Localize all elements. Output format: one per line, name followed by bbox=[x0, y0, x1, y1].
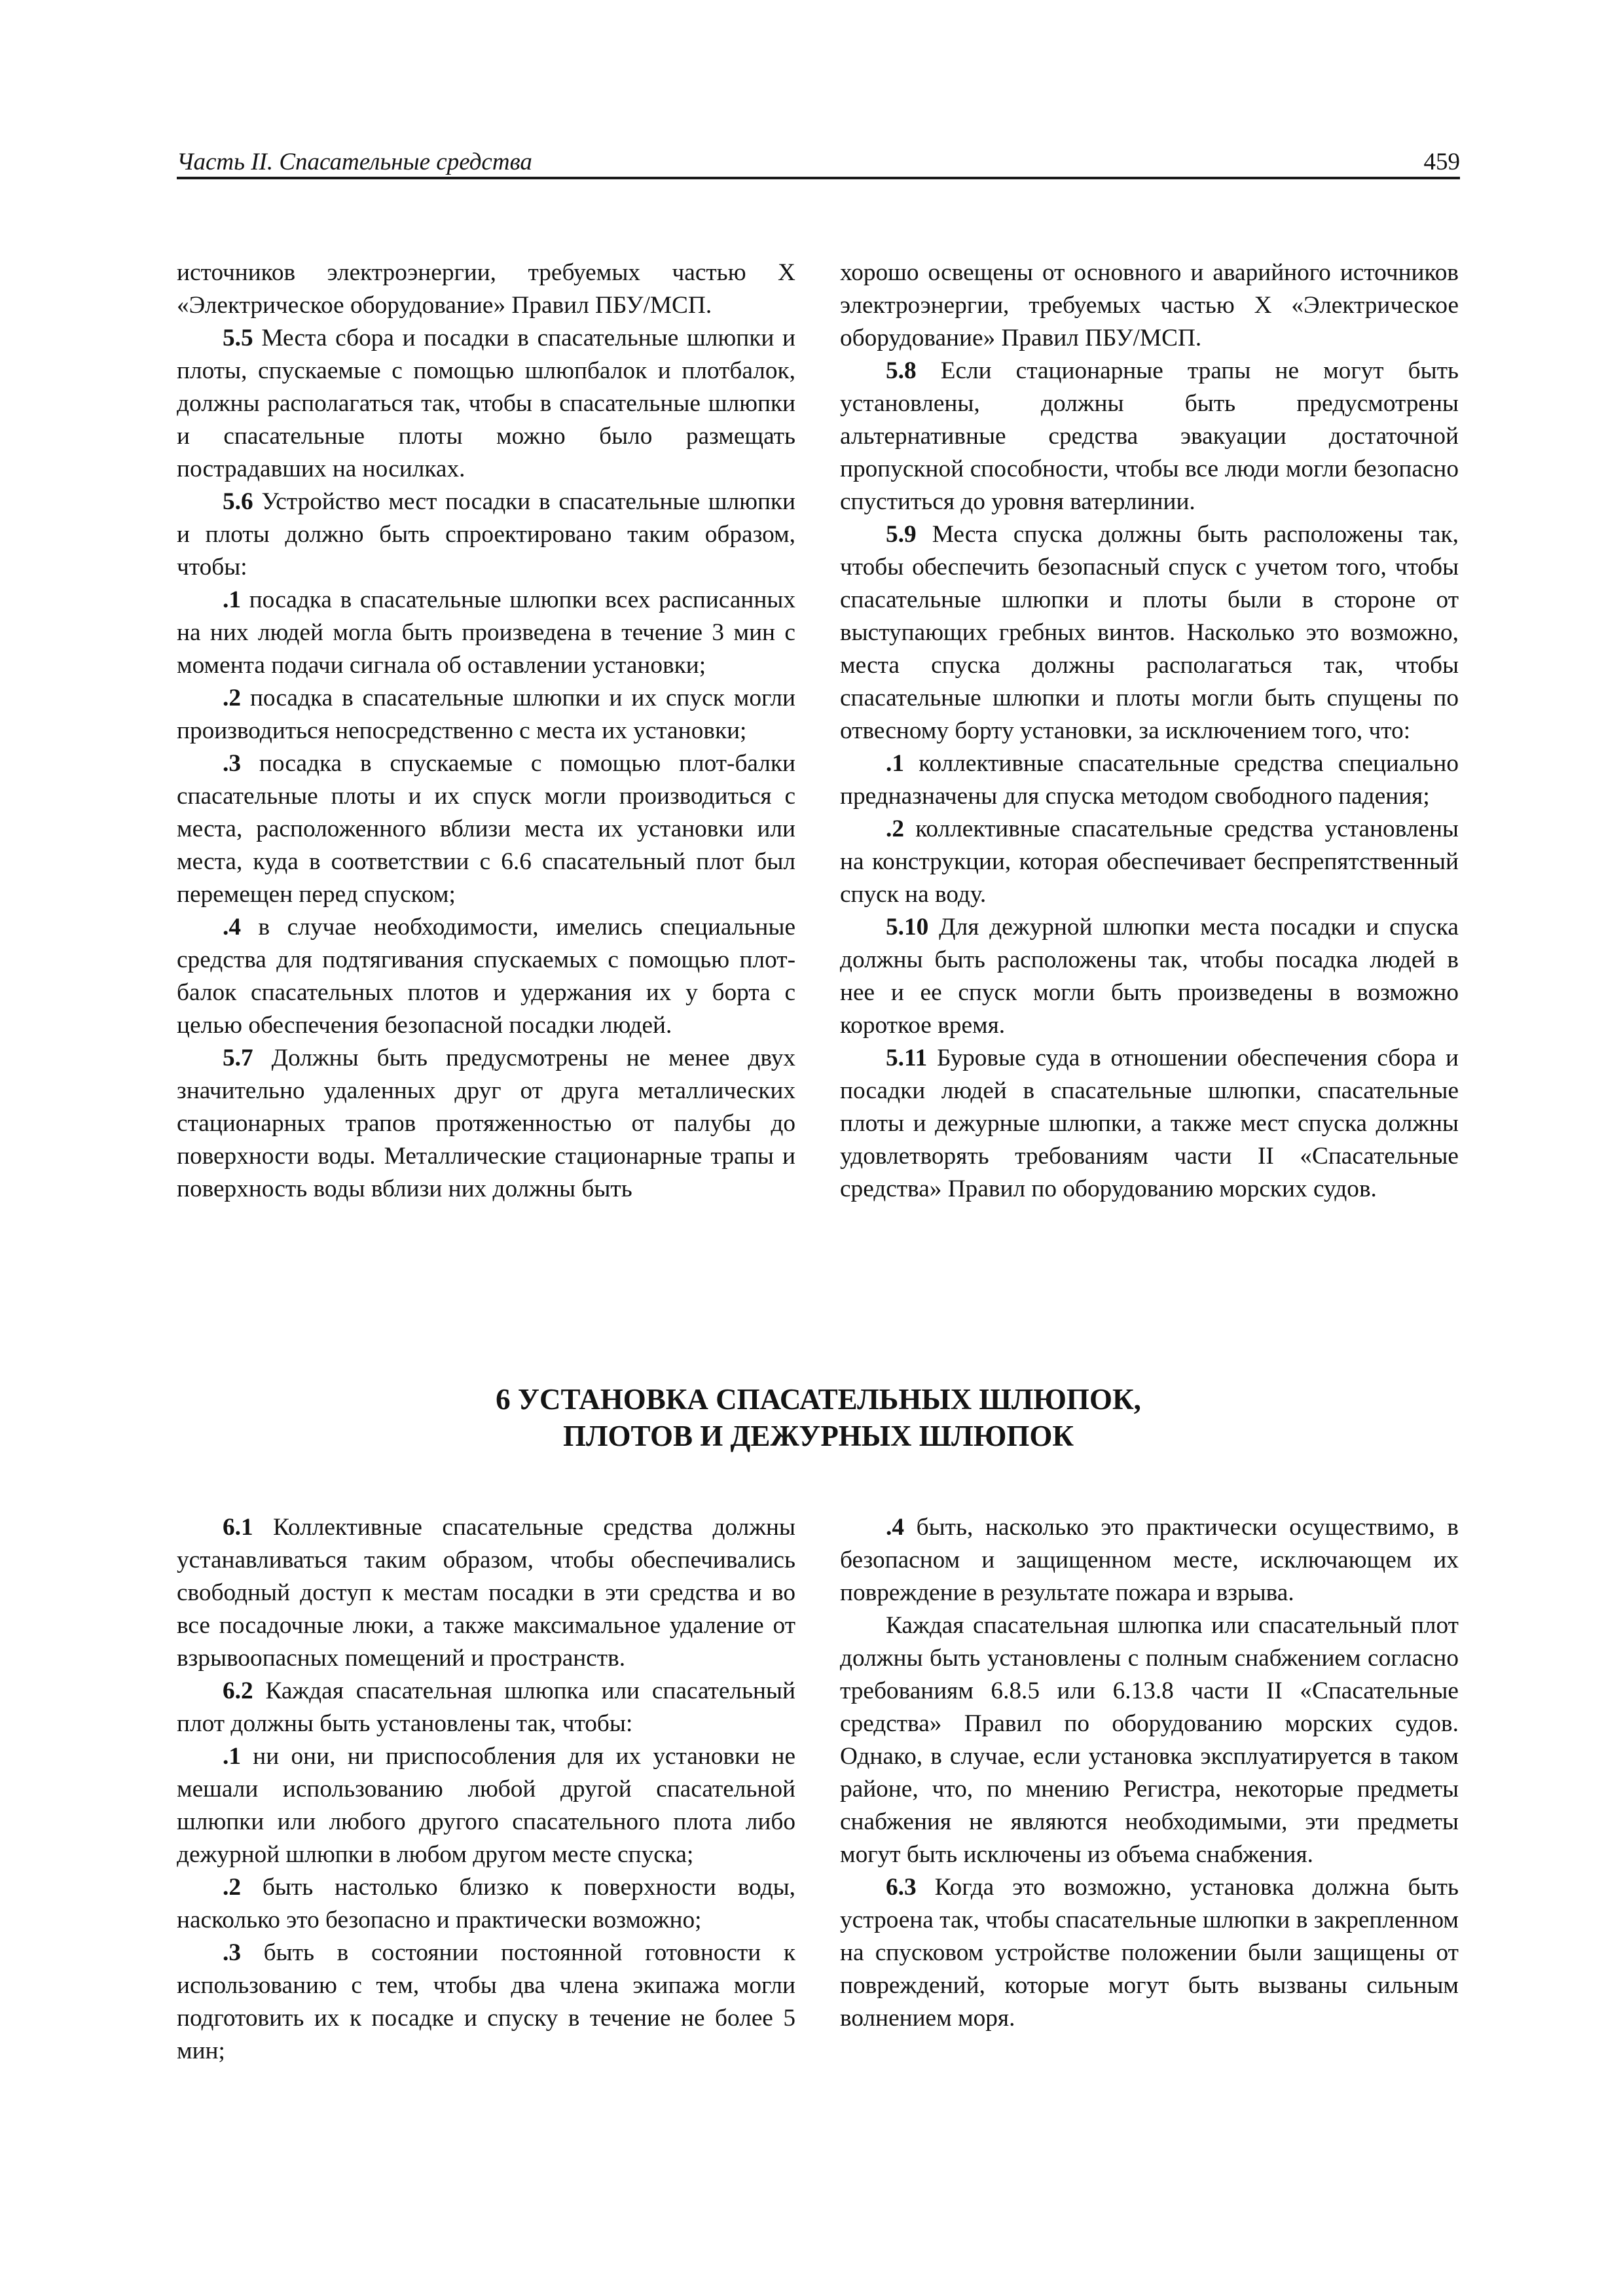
page-number: 459 bbox=[1423, 149, 1460, 175]
clause-number: 5.6 bbox=[223, 488, 253, 515]
paragraph: источников электроэнергии, требуемых частью X «Электрическое оборудование» Правил ПБУ/МСП. bbox=[177, 259, 795, 319]
section-heading bbox=[177, 1381, 1460, 1454]
clause-number: 6.3 bbox=[886, 1874, 917, 1901]
list-item: .4 в случае необходимости, имелись специальные средства для подтягивания спускаемых с помощью плот-балок спасательных плотов и удержания их у борта с целью обеспечения безопасной посадки людей. bbox=[177, 914, 795, 1039]
paragraph: 5.9 Места спуска должны быть расположены так, чтобы обеспечить безопасный спуск с учетом того, чтобы спасательные шлюпки и плоты были в стороне от выступающих гребных винтов. Насколько это возможно, места спуска должны располагаться так, чтобы спасательные шлюпки и плоты могли быть спущены по отвесному борту установки, за исключением того, что: bbox=[840, 521, 1459, 744]
text-column-bottom-left bbox=[177, 1511, 795, 2068]
running-header bbox=[177, 145, 1460, 179]
list-item: .3 посадка в спускаемые с помощью плот-балки спасательные плоты и их спуск могли производиться с места, расположенного вблизи места их установки или места, куда в соответствии с 6.6 спасательный плот был перемещен перед спуском; bbox=[177, 750, 795, 908]
paragraph: 5.10 Для дежурной шлюпки места посадки и спуска должны быть расположены так, чтобы посадка людей в нее и ее спуск могли быть произведены в возможно короткое время. bbox=[840, 914, 1459, 1039]
item-number: .3 bbox=[223, 1939, 241, 1966]
item-number: .2 bbox=[223, 1874, 241, 1901]
list-item: .2 посадка в спасательные шлюпки и их спуск могли производиться непосредственно с места их установки; bbox=[177, 685, 795, 744]
item-number: .2 bbox=[223, 685, 241, 711]
text-column-bottom-right bbox=[840, 1511, 1459, 2035]
paragraph: хорошо освещены от основного и аварийного источников электроэнергии, требуемых частью X «Электрическое оборудование» Правил ПБУ/МСП. bbox=[840, 259, 1459, 351]
list-item: .1 коллективные спасательные средства специально предназначены для спуска методом свободного падения; bbox=[840, 750, 1459, 810]
paragraph: 5.7 Должны быть предусмотрены не менее двух значительно удаленных друг от друга металлических стационарных трапов протяженностью от палубы до поверхности воды. Металлические стационарные трапы и поверхность воды вблизи них должны быть bbox=[177, 1045, 795, 1202]
item-number: .1 bbox=[886, 750, 904, 777]
paragraph: 5.11 Буровые суда в отношении обеспечения сбора и посадки людей в спасательные шлюпки, спасательные плоты и дежурные шлюпки, а также мест спуска должны удовлетворять требованиям части II «Спасательные средства» Правил по оборудованию морских судов. bbox=[840, 1045, 1459, 1202]
item-number: .1 bbox=[223, 586, 241, 613]
section-heading-line-1: 6 УСТАНОВКА СПАСАТЕЛЬНЫХ ШЛЮПОК, bbox=[496, 1383, 1141, 1416]
text-column-top-left bbox=[177, 257, 795, 1206]
list-item: .1 посадка в спасательные шлюпки всех расписанных на них людей могла быть произведена в течение 3 мин с момента подачи сигнала об оставлении установки; bbox=[177, 586, 795, 679]
clause-number: 6.2 bbox=[223, 1677, 253, 1704]
list-item: .2 коллективные спасательные средства установлены на конструкции, которая обеспечивает беспрепятственный спуск на воду. bbox=[840, 816, 1459, 908]
paragraph: 6.2 Каждая спасательная шлюпка или спасательный плот должны быть установлены так, чтобы: bbox=[177, 1677, 795, 1737]
list-item: .3 быть в состоянии постоянной готовности к использованию с тем, чтобы два члена экипажа могли подготовить их к посадке и спуску в течение не более 5 мин; bbox=[177, 1939, 795, 2064]
paragraph: 6.1 Коллективные спасательные средства должны устанавливаться таким образом, чтобы обеспечивались свободный доступ к местам посадки в эти средства и во все посадочные люки, а также максимальное удаление от взрывоопасных помещений и пространств. bbox=[177, 1514, 795, 1672]
item-number: .4 bbox=[223, 914, 241, 941]
list-item: .1 ни они, ни приспособления для их установки не мешали использованию любой другой спасательной шлюпки или любого другого спасательного плота либо дежурной шлюпки в любом другом месте спуска; bbox=[177, 1743, 795, 1868]
clause-number: 5.10 bbox=[886, 914, 929, 941]
clause-number: 5.11 bbox=[886, 1045, 928, 1071]
section-heading-line-2: ПЛОТОВ И ДЕЖУРНЫХ ШЛЮПОК bbox=[562, 1420, 1074, 1452]
item-number: .4 bbox=[886, 1514, 904, 1541]
clause-number: 5.9 bbox=[886, 521, 917, 548]
text-column-top-right bbox=[840, 257, 1459, 1206]
paragraph: Каждая спасательная шлюпка или спасательный плот должны быть установлены с полным снабжением согласно требованиям 6.8.5 или 6.13.8 части II «Спасательные средства» Правил по оборудованию морских судов. Однако, в случае, если установка эксплуатируется в таком районе, что, по мнению Регистра, некоторые предметы снабжения не являются необходимыми, эти предметы могут быть исключены из объема снабжения. bbox=[840, 1612, 1459, 1868]
paragraph: 5.8 Если стационарные трапы не могут быть установлены, должны быть предусмотрены альтернативные средства эвакуации достаточной пропускной способности, чтобы все люди могли безопасно спуститься до уровня ватерлинии. bbox=[840, 357, 1459, 515]
clause-number: 5.5 bbox=[223, 325, 253, 351]
paragraph: 5.6 Устройство мест посадки в спасательные шлюпки и плоты должно быть спроектировано таким образом, чтобы: bbox=[177, 488, 795, 581]
item-number: .1 bbox=[223, 1743, 241, 1770]
list-item: .2 быть настолько близко к поверхности воды, насколько это безопасно и практически возможно; bbox=[177, 1874, 795, 1933]
item-number: .3 bbox=[223, 750, 241, 777]
clause-number: 5.8 bbox=[886, 357, 917, 384]
paragraph: 5.5 Места сбора и посадки в спасательные шлюпки и плоты, спускаемые с помощью шлюпбалок и плотбалок, должны располагаться так, чтобы в спасательные шлюпки и спасательные плоты можно было размещать пострадавших на носилках. bbox=[177, 325, 795, 482]
clause-number: 6.1 bbox=[223, 1514, 253, 1541]
clause-number: 5.7 bbox=[223, 1045, 253, 1071]
item-number: .2 bbox=[886, 816, 904, 842]
list-item: .4 быть, насколько это практически осуществимо, в безопасном и защищенном месте, исключающем их повреждение в результате пожара и взрыва. bbox=[840, 1514, 1459, 1606]
running-header-title: Часть II. Спасательные средства bbox=[177, 149, 532, 175]
paragraph: 6.3 Когда это возможно, установка должна быть устроена так, чтобы спасательные шлюпки в закрепленном на спусковом устройстве положении были защищены от повреждений, которые могут быть вызваны сильным волнением моря. bbox=[840, 1874, 1459, 2032]
